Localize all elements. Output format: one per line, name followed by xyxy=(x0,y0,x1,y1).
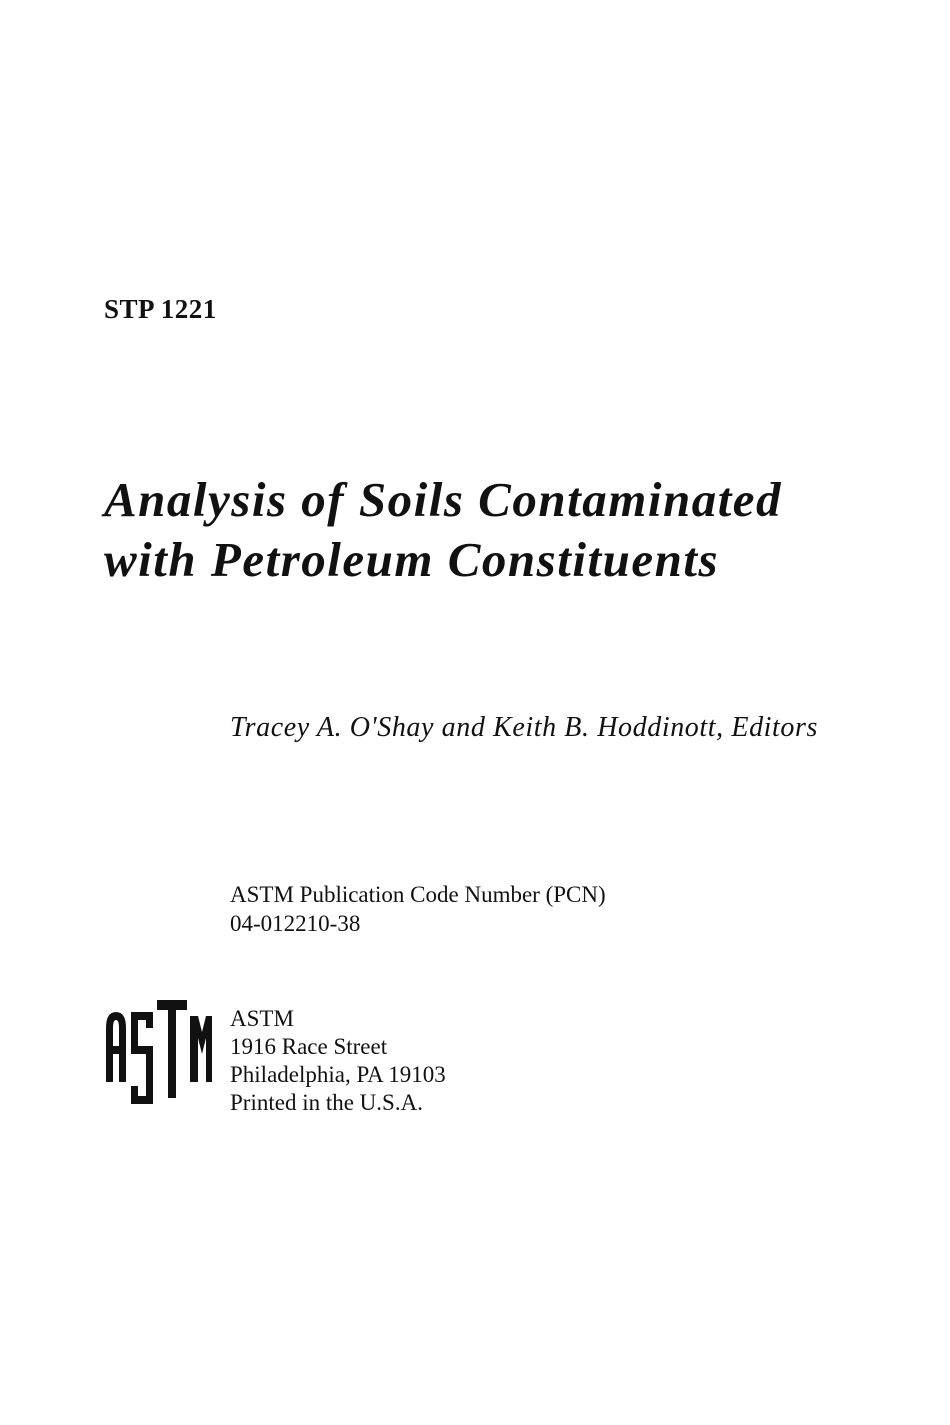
book-title-line-2: with Petroleum Constituents xyxy=(104,532,720,587)
printed-in: Printed in the U.S.A. xyxy=(230,1090,423,1115)
book-title-line-1: Analysis of Soils Contaminated xyxy=(104,472,783,527)
publisher-name: ASTM xyxy=(230,1006,294,1031)
publisher-city: Philadelphia, PA 19103 xyxy=(230,1062,446,1087)
publisher-street: 1916 Race Street xyxy=(230,1034,388,1059)
book-title xyxy=(104,470,904,590)
publication-code-label: ASTM Publication Code Number (PCN) xyxy=(230,882,606,907)
publisher-address xyxy=(230,1005,446,1117)
series-number: STP 1221 xyxy=(104,294,217,324)
publication-code-number: 04-012210-38 xyxy=(230,911,361,936)
publication-code xyxy=(230,880,606,938)
editors-line: Tracey A. O'Shay and Keith B. Hoddinott, Editors xyxy=(230,712,819,743)
astm-logo-icon xyxy=(104,998,214,1110)
